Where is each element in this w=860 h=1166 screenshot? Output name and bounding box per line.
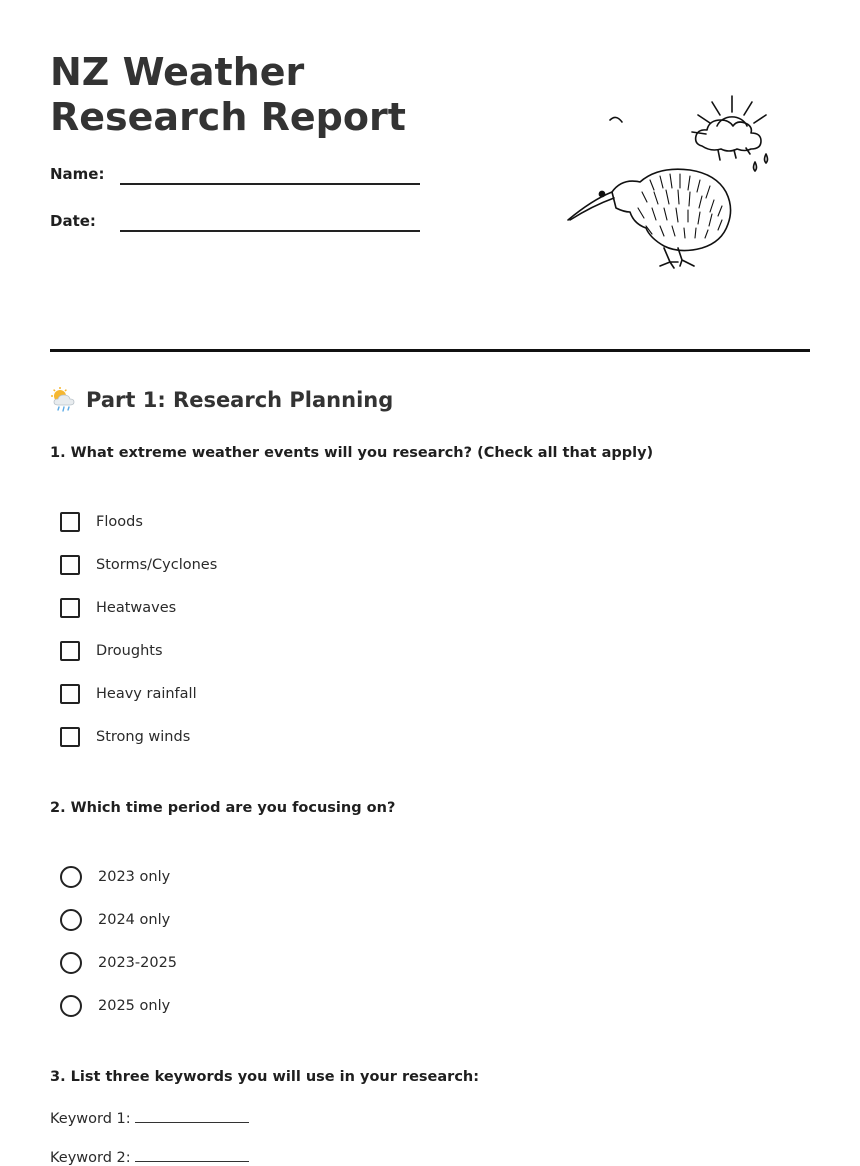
checkbox-option[interactable] <box>60 509 143 535</box>
part1-heading <box>50 386 393 414</box>
sun-cloud-rain-icon <box>50 386 78 414</box>
radio-option[interactable] <box>60 993 170 1019</box>
date-field-row <box>50 212 430 242</box>
question-2: 2. Which time period are you focusing on? <box>50 800 396 816</box>
checkbox-option[interactable] <box>60 595 176 621</box>
checkbox-label: Droughts <box>96 643 163 659</box>
radio-button[interactable] <box>60 995 82 1017</box>
radio-label: 2023-2025 <box>98 955 178 971</box>
checkbox-option[interactable] <box>60 681 197 707</box>
page-title: NZ Weather Research Report <box>50 50 406 139</box>
name-label: Name: <box>50 165 105 183</box>
question-1: 1. What extreme weather events will you research? (Check all that apply) <box>50 445 654 461</box>
radio-button[interactable] <box>60 866 82 888</box>
radio-label: 2024 only <box>98 912 171 928</box>
part1-title: Part 1: Research Planning <box>86 388 394 412</box>
radio-option[interactable] <box>60 950 177 976</box>
checkbox[interactable] <box>60 641 80 661</box>
radio-button[interactable] <box>60 909 82 931</box>
checkbox[interactable] <box>60 555 80 575</box>
sun-icon <box>692 96 766 134</box>
keyword-row <box>50 1149 249 1166</box>
keyword-input-line[interactable] <box>135 1149 249 1162</box>
question-3: 3. List three keywords you will use in your research: <box>50 1069 480 1085</box>
date-input-line[interactable] <box>120 230 420 232</box>
date-label: Date: <box>50 212 96 230</box>
checkbox-label: Storms/Cyclones <box>96 557 218 573</box>
keyword-label: Keyword 1: <box>50 1111 131 1127</box>
radio-button[interactable] <box>60 952 82 974</box>
keyword-input-line[interactable] <box>135 1110 249 1123</box>
checkbox-label: Heatwaves <box>96 600 177 616</box>
cloud-icon <box>696 120 761 151</box>
checkbox-option[interactable] <box>60 724 190 750</box>
radio-option[interactable] <box>60 864 170 890</box>
radio-option[interactable] <box>60 907 170 933</box>
section-divider <box>50 349 810 352</box>
checkbox-option[interactable] <box>60 552 217 578</box>
kiwi-bird-weather-icon <box>560 88 780 278</box>
name-field-row <box>50 165 430 195</box>
radio-label: 2025 only <box>98 998 171 1014</box>
checkbox-label: Strong winds <box>96 729 191 745</box>
checkbox-label: Floods <box>96 514 143 530</box>
checkbox[interactable] <box>60 512 80 532</box>
checkbox-option[interactable] <box>60 638 163 664</box>
keyword-row <box>50 1110 249 1127</box>
radio-label: 2023 only <box>98 869 171 885</box>
checkbox[interactable] <box>60 727 80 747</box>
checkbox[interactable] <box>60 684 80 704</box>
checkbox[interactable] <box>60 598 80 618</box>
keyword-label: Keyword 2: <box>50 1150 131 1166</box>
checkbox-label: Heavy rainfall <box>96 686 197 702</box>
name-input-line[interactable] <box>120 183 420 185</box>
